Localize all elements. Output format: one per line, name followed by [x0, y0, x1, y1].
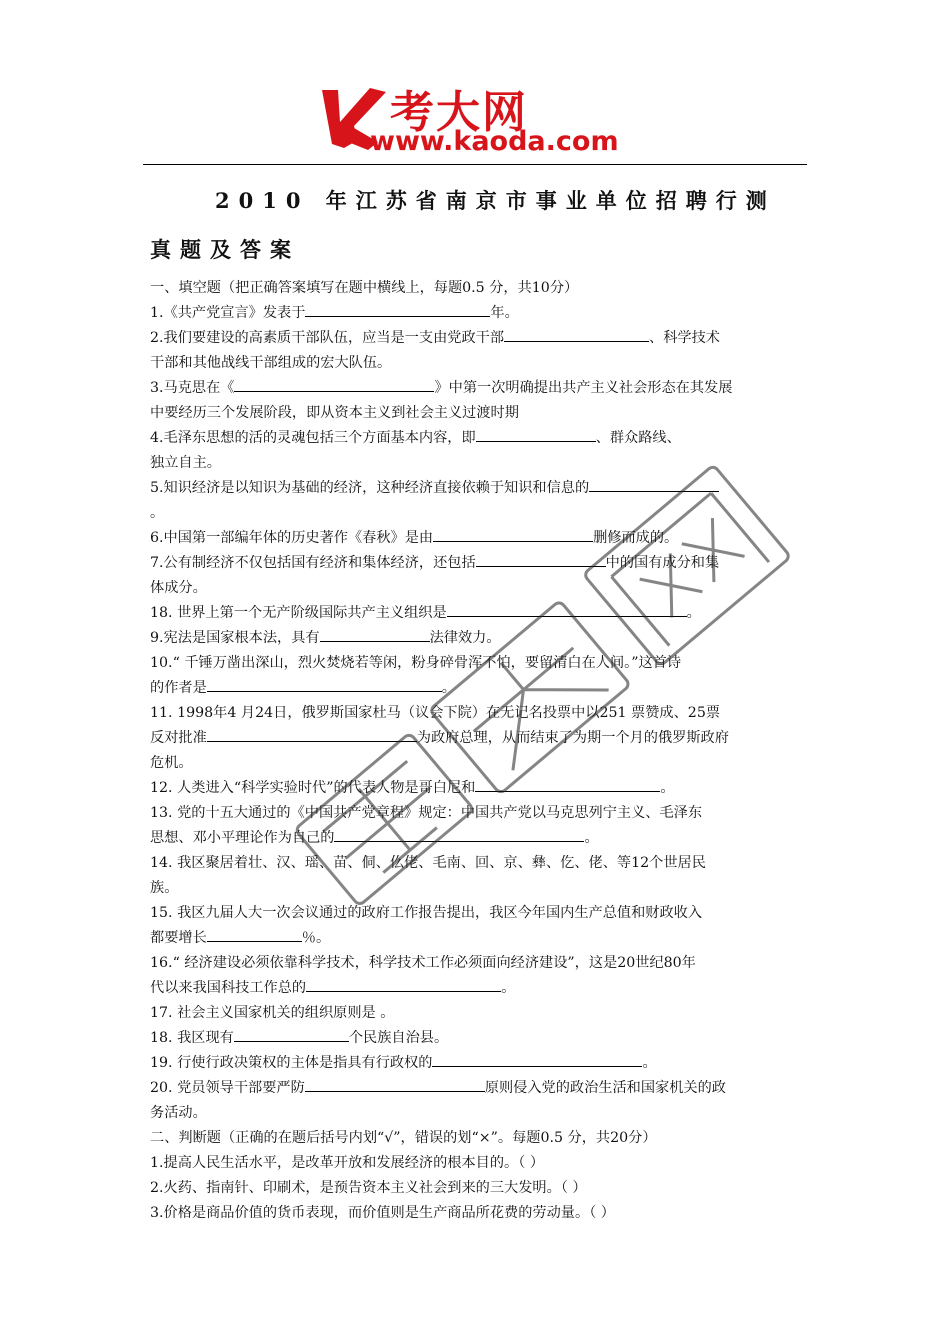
- question-text: 3.马克思在《: [150, 380, 235, 396]
- question-line: [150, 851, 810, 876]
- question-text: 族。: [150, 880, 179, 896]
- answer-blank: [207, 676, 442, 692]
- answer-blank: [305, 301, 490, 317]
- question-text: 个民族自治县。: [348, 1030, 449, 1046]
- question-text: 删修而成的。: [593, 530, 679, 546]
- question-line: [150, 351, 810, 376]
- answer-blank: [432, 1051, 642, 1067]
- question-line: [150, 276, 810, 301]
- question-line: [150, 426, 810, 451]
- header-rule: [143, 164, 807, 165]
- question-text: 18. 世界上第一个无产阶级国际共产主义组织是: [150, 605, 447, 621]
- question-line: [150, 751, 810, 776]
- question-text: 都要增长: [150, 930, 207, 946]
- question-line: [150, 326, 810, 351]
- question-text: 为政府总理，从而结束了为期一个月的俄罗斯政府: [416, 730, 729, 746]
- question-text: 体成分。: [150, 580, 207, 596]
- question-text: 18. 我区现有: [150, 1030, 234, 1046]
- question-text: 20. 党员领导干部要严防: [150, 1080, 305, 1096]
- answer-blank: [320, 626, 430, 642]
- question-line: [150, 1151, 810, 1176]
- answer-blank: [476, 426, 596, 442]
- question-text: 5.知识经济是以知识为基础的经济，这种经济直接依赖于知识和信息的: [150, 480, 590, 496]
- question-line: [150, 776, 810, 801]
- question-text: 的作者是: [150, 680, 207, 696]
- question-text: 、群众路线、: [595, 430, 681, 446]
- question-line: [150, 1051, 810, 1076]
- question-line: [150, 676, 810, 701]
- question-text: 。: [150, 505, 165, 521]
- answer-blank: [207, 726, 417, 742]
- question-text: 思想、邓小平理论作为自己的: [150, 830, 335, 846]
- question-line: [150, 501, 810, 526]
- question-text: 一、填空题（把正确答案填写在题中横线上，每题0.5 分，共10分）: [150, 280, 579, 296]
- question-text: 代以来我国科技工作总的: [150, 980, 307, 996]
- question-text: 6.中国第一部编年体的历史著作《春秋》是由: [150, 530, 434, 546]
- question-text: ％。: [301, 930, 331, 946]
- answer-blank: [234, 1026, 349, 1042]
- question-line: [150, 401, 810, 426]
- question-line: [150, 726, 810, 751]
- answer-blank: [476, 551, 606, 567]
- question-text: 11. 1998年4 月24日，俄罗斯国家杜马（议会下院）在无记名投票中以251 票赞成、25票: [150, 705, 721, 721]
- question-line: [150, 951, 810, 976]
- answer-blank: [433, 526, 593, 542]
- question-text: 9.宪法是国家根本法，具有: [150, 630, 320, 646]
- question-text: 3.价格是商品价值的货币表现，而价值则是生产商品所花费的劳动量。（ ）: [150, 1205, 615, 1221]
- question-text: 中要经历三个发展阶段，即从资本主义到社会主义过渡时期: [150, 405, 519, 421]
- question-line: [150, 926, 810, 951]
- question-text: 》中第一次明确提出共产主义社会形态在其发展: [434, 380, 733, 396]
- question-text: 4.毛泽东思想的活的灵魂包括三个方面基本内容，即: [150, 430, 476, 446]
- question-text: 。: [686, 605, 701, 621]
- question-text: 14. 我区聚居着壮、汉、瑶、苗、侗、仫佬、毛南、回、京、彝、仡、佬、等12个世居民: [150, 855, 706, 871]
- question-line: [150, 1101, 810, 1126]
- answer-blank: [334, 826, 584, 842]
- question-line: [150, 1076, 810, 1101]
- question-text: 。: [441, 680, 456, 696]
- question-text: 2.我们要建设的高素质干部队伍，应当是一支由党政干部: [150, 330, 505, 346]
- question-line: [150, 1026, 810, 1051]
- question-text: 12. 人类进入“科学实验时代”的代表人物是哥白尼和: [150, 780, 476, 796]
- question-line: [150, 1126, 810, 1151]
- question-line: [150, 601, 810, 626]
- question-line: [150, 701, 810, 726]
- question-line: [150, 376, 810, 401]
- question-text: 2.火药、指南针、印刷术，是预告资本主义社会到来的三大发明。（ ）: [150, 1180, 587, 1196]
- answer-blank: [447, 601, 687, 617]
- question-line: [150, 526, 810, 551]
- question-line: [150, 801, 810, 826]
- question-text: 独立自主。: [150, 455, 221, 471]
- question-body: [150, 276, 810, 1226]
- answer-blank: [504, 326, 649, 342]
- question-text: 原则侵入党的政治生活和国家机关的政: [484, 1080, 726, 1096]
- question-line: [150, 901, 810, 926]
- question-text: 13. 党的十五大通过的《中国共产党章程》规定：中国共产党以马克思列宁主义、毛泽东: [150, 805, 703, 821]
- question-line: [150, 876, 810, 901]
- answer-blank: [475, 776, 660, 792]
- question-line: [150, 476, 810, 501]
- question-text: 15. 我区九届人大一次会议通过的政府工作报告提出，我区今年国内生产总值和财政收入: [150, 905, 703, 921]
- question-text: 干部和其他战线干部组成的宏大队伍。: [150, 355, 392, 371]
- answer-blank: [207, 926, 302, 942]
- question-text: 19. 行使行政决策权的主体是指具有行政权的: [150, 1055, 433, 1071]
- question-text: 。: [584, 830, 599, 846]
- question-line: [150, 976, 810, 1001]
- question-line: [150, 626, 810, 651]
- question-line: [150, 576, 810, 601]
- question-line: [150, 301, 810, 326]
- question-text: 1.《共产党宣言》发表于: [150, 305, 306, 321]
- question-text: 中的国有成分和集: [605, 555, 720, 571]
- question-text: 法律效力。: [429, 630, 501, 646]
- question-line: [150, 1201, 810, 1226]
- question-text: 16.“ 经济建设必须依靠科学技术，科学技术工作必须面向经济建设”，这是20世纪80年: [150, 955, 696, 971]
- answer-blank: [234, 376, 434, 392]
- question-text: 年。: [490, 305, 519, 321]
- question-text: 17. 社会主义国家机关的组织原则是 。: [150, 1005, 395, 1021]
- question-line: [150, 1001, 810, 1026]
- question-text: 危机。: [150, 755, 193, 771]
- question-text: 。: [501, 980, 516, 996]
- question-line: [150, 451, 810, 476]
- question-text: 。: [660, 780, 675, 796]
- answer-blank: [306, 976, 501, 992]
- question-line: [150, 1176, 810, 1201]
- logo-chinese-text: 考大网: [390, 87, 528, 138]
- question-text: 1.提高人民生活水平，是改革开放和发展经济的根本目的。（ ）: [150, 1155, 545, 1171]
- question-line: [150, 651, 810, 676]
- question-text: 。: [642, 1055, 657, 1071]
- question-text: 务活动。: [150, 1105, 207, 1121]
- answer-blank: [589, 476, 719, 492]
- question-line: [150, 826, 810, 851]
- page-subtitle: 真题及答案: [150, 237, 300, 262]
- question-line: [150, 551, 810, 576]
- page-title: 2010 年江苏省南京市事业单位招聘行测: [215, 188, 776, 213]
- question-text: 反对批准: [150, 730, 207, 746]
- logo-url-text: www.kaoda.com: [370, 126, 619, 157]
- question-text: 二、判断题（正确的在题后括号内划“√”，错误的划“×”。每题0.5 分，共20分）: [150, 1130, 657, 1146]
- kaoda-logo: [318, 82, 658, 162]
- question-text: 10.“ 千锤万凿出深山，烈火焚烧若等闲，粉身碎骨浑不怕，要留清白在人间。”这首诗: [150, 655, 682, 671]
- question-text: 、科学技术: [649, 330, 720, 346]
- answer-blank: [305, 1076, 485, 1092]
- question-text: 7.公有制经济不仅包括国有经济和集体经济，还包括: [150, 555, 476, 571]
